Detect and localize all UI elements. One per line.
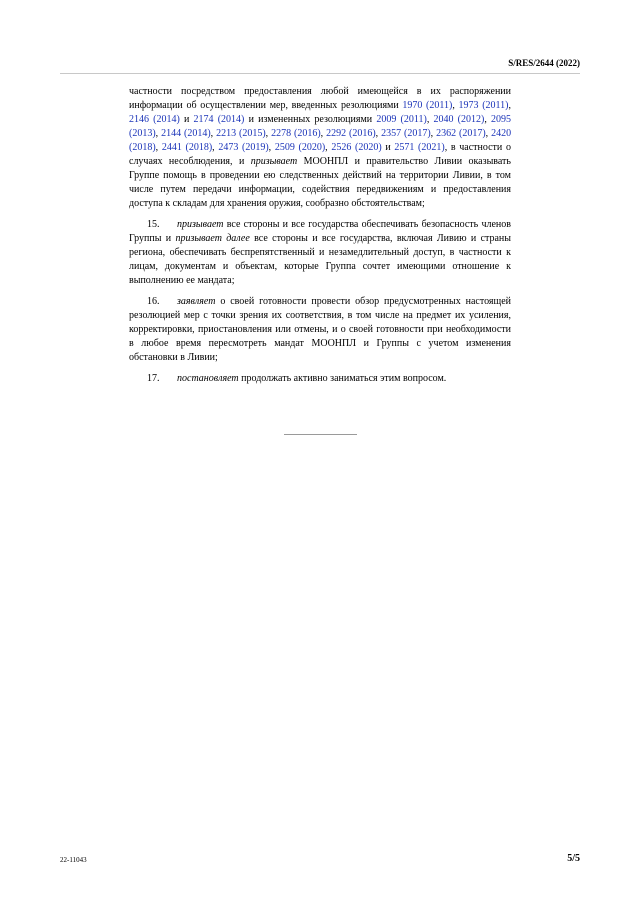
resolution-link[interactable]: 2473 (2019) [218, 142, 269, 153]
text-run: продолжать активно заниматься этим вопросом. [238, 373, 447, 384]
paragraph-number: 16. [147, 296, 160, 307]
text-run: все стороны и все государства, включая Ливию и страны региона, обеспечивать беспрепятственный и незамедлительный доступ, в частности к лицам, документам и объектам, которые Группа сочтет имеющими отношение к выполнению ее мандата; [129, 233, 512, 286]
resolution-link[interactable]: 2174 (2014) [193, 114, 245, 125]
resolution-link[interactable]: 2362 (2017) [436, 128, 486, 139]
resolution-link[interactable]: 2441 (2018) [161, 142, 213, 153]
operative-verb: призывает [177, 219, 224, 230]
resolution-link[interactable]: 2357 (2017) [381, 128, 431, 139]
paragraph-number: 15. [147, 219, 160, 230]
text-run: частности посредством предоставления любой имеющейся в их распоряжении информации об осуществлении мер, введенных резолюциями [129, 86, 511, 111]
resolution-link[interactable]: 2420 (2018) [129, 128, 512, 153]
text-run: , в частности о случаях несоблюдения, и [129, 142, 511, 167]
text-run: о своей готовности провести обзор предусмотренных настоящей резолюцией мер с точки зрения их соответствия, в том числе на предмет их усиления, корректировки, приостановления или отмены, и о своей готовности при необходимости в любое время пересмотреть мандат МООНПЛ и Группы с учетом изменения обстановки в Ливии; [129, 296, 511, 363]
document-number: 22-11043 [60, 856, 87, 864]
operative-verb: призывает [250, 156, 298, 167]
operative-verb: постановляет [177, 373, 239, 384]
paragraph-number: 17. [147, 373, 160, 384]
resolution-link[interactable]: 1973 (2011) [458, 100, 509, 111]
resolution-link[interactable]: 2213 (2015) [216, 128, 266, 139]
resolution-link[interactable]: 2509 (2020) [274, 142, 326, 153]
text-run: МООНПЛ и правительство Ливии оказывать Группе помощь в проведении ею следственных действий на территории Ливии, в том числе путем передачи информации, содействия передвижениям и предоставления доступа к складам для хранения оружия, сообразно обстоятельствам; [129, 156, 511, 209]
operative-verb: заявляет [177, 296, 216, 307]
resolution-link[interactable]: 2292 (2016) [326, 128, 376, 139]
page-number: 5/5 [567, 853, 580, 864]
document-code: S/RES/2644 (2022) [508, 58, 580, 68]
resolution-link[interactable]: 2526 (2020) [331, 142, 382, 153]
text-run: и [179, 114, 194, 125]
end-of-document-rule [284, 434, 357, 435]
paragraph-15 [129, 218, 511, 288]
text-run: все стороны и все государства обеспечивать безопасность членов Группы и [129, 219, 511, 244]
resolution-link[interactable]: 2571 (2021) [394, 142, 445, 153]
paragraph-17 [129, 372, 511, 386]
operative-verb: призывает далее [175, 233, 250, 244]
resolution-link[interactable]: 2278 (2016) [271, 128, 321, 139]
resolution-link[interactable]: 1970 (2011) [402, 100, 453, 111]
text-run: и [381, 142, 395, 153]
resolution-link[interactable]: 2146 (2014) [129, 114, 180, 125]
resolution-link[interactable]: 2040 (2012) [433, 114, 485, 125]
resolution-link[interactable]: 2009 (2011) [376, 114, 427, 125]
resolution-link[interactable]: 2095 (2013) [129, 114, 511, 139]
text-run: и измененных резолюциями [244, 114, 377, 125]
header-divider [60, 73, 580, 74]
paragraph-continuation: частности посредством предоставления любой имеющейся в их распоряжении информации об осуществлении мер, введенных резолюциями 1970 (2011), 1973 (2011), 2146 (2014) и 2174 (2014) и измененных резолюциями 2009 (2011), 2040 (2012), 2095 (2013), 2144 (2014), 2213 (2015), 2278 (2016), 2292 (2016), 2357 (2017), 2362 (2017), 2420 (2018), 2441 (2018), 2473 (2019), 2509 (2020), 2526 (2020) и 2571 (2021), в частности о случаях несоблюдения, и призывает МООНПЛ и правительство Ливии оказывать Группе помощь в проведении ею следственных действий на территории Ливии, в том числе путем передачи информации, содействия передвижениям и предоставления доступа к складам для хранения оружия, сообразно обстоятельствам; [129, 86, 512, 209]
paragraph-16 [129, 295, 511, 365]
resolution-body [129, 85, 511, 393]
resolution-link[interactable]: 2144 (2014) [161, 128, 211, 139]
